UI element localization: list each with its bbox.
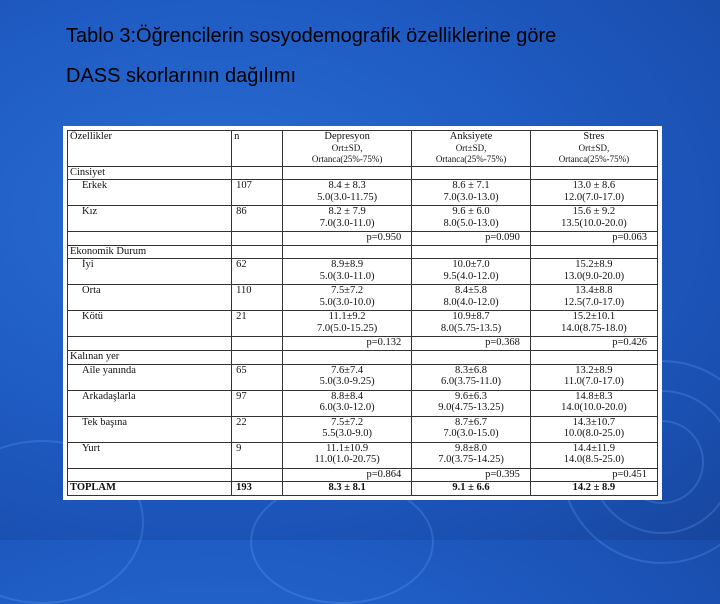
row-n: 110 bbox=[232, 285, 283, 311]
header-depression-label: Depresyon bbox=[324, 131, 370, 142]
row-n: 22 bbox=[232, 416, 283, 442]
empty-cell bbox=[412, 166, 531, 180]
cell-mean: 8.4±5.8 bbox=[455, 285, 488, 297]
row-n: 65 bbox=[232, 364, 283, 390]
total-n: 193 bbox=[232, 482, 283, 496]
row-label: Erkek bbox=[68, 180, 232, 206]
slide-title-line-2: DASS skorlarının dağılımı bbox=[66, 65, 297, 87]
cell-stress bbox=[530, 390, 657, 416]
cell-anxiety bbox=[412, 206, 531, 232]
cell-mean: 15.2±10.1 bbox=[572, 311, 616, 323]
cell-mean: 8.8±8.4 bbox=[331, 390, 364, 402]
cell-median: 9.0(4.75-13.25) bbox=[438, 402, 504, 414]
header-sub-median: Ortanca(25%-75%) bbox=[435, 154, 507, 164]
table-row bbox=[68, 364, 658, 390]
p-value-row bbox=[68, 337, 658, 351]
cell-mean: 14.4±11.9 bbox=[572, 442, 615, 454]
empty-cell bbox=[232, 166, 283, 180]
empty-cell bbox=[232, 337, 283, 351]
cell-anxiety bbox=[412, 390, 531, 416]
header-features: Özellikler bbox=[68, 131, 232, 167]
cell-median: 8.0(5.75-13.5) bbox=[440, 322, 502, 334]
cell-stress bbox=[530, 364, 657, 390]
p-value-anxiety: p=0.090 bbox=[412, 232, 531, 246]
cell-anxiety bbox=[412, 259, 531, 285]
empty-cell bbox=[530, 166, 657, 180]
cell-mean: 11.1±9.2 bbox=[328, 311, 366, 323]
row-label: Kız bbox=[68, 206, 232, 232]
cell-mean: 10.9±8.7 bbox=[452, 311, 490, 323]
empty-cell bbox=[283, 245, 412, 259]
cell-mean: 7.5±7.2 bbox=[331, 416, 364, 428]
cell-mean: 8.6 ± 7.1 bbox=[452, 180, 490, 192]
empty-cell bbox=[68, 468, 232, 482]
cell-median: 12.5(7.0-17.0) bbox=[563, 296, 625, 308]
cell-median: 7.0(3.0-11.0) bbox=[319, 217, 375, 229]
cell-median: 13.5(10.0-20.0) bbox=[561, 217, 627, 229]
cell-depression bbox=[283, 311, 412, 337]
empty-cell bbox=[232, 232, 283, 246]
cell-mean: 15.2±8.9 bbox=[575, 259, 613, 271]
total-anxiety: 9.1 ± 6.6 bbox=[412, 482, 531, 496]
p-value-stress: p=0.063 bbox=[530, 232, 657, 246]
cell-anxiety bbox=[412, 180, 531, 206]
p-value-anxiety: p=0.395 bbox=[412, 468, 531, 482]
cell-median: 14.0(10.0-20.0) bbox=[561, 402, 627, 414]
cell-median: 5.0(3.0-11.0) bbox=[319, 270, 375, 282]
cell-mean: 10.0±7.0 bbox=[452, 259, 490, 271]
row-n: 97 bbox=[232, 390, 283, 416]
slide-title-line-1: Tablo 3:Öğrencilerin sosyodemografik özelliklerine göre bbox=[66, 25, 557, 47]
table-row bbox=[68, 390, 658, 416]
empty-cell bbox=[530, 350, 657, 364]
empty-cell bbox=[232, 350, 283, 364]
cell-anxiety bbox=[412, 364, 531, 390]
empty-cell bbox=[232, 468, 283, 482]
cell-mean: 7.6±7.4 bbox=[331, 364, 364, 376]
row-n: 86 bbox=[232, 206, 283, 232]
cell-mean: 8.9±8.9 bbox=[331, 259, 364, 271]
cell-mean: 8.4 ± 8.3 bbox=[328, 180, 366, 192]
cell-depression bbox=[283, 442, 412, 468]
row-label: Aile yanında bbox=[68, 364, 232, 390]
group-label: Ekonomik Durum bbox=[68, 245, 232, 259]
group-header-row bbox=[68, 350, 658, 364]
cell-median: 11.0(1.0-20.75) bbox=[314, 454, 380, 466]
cell-mean: 15.6 ± 9.2 bbox=[572, 206, 616, 218]
dass-table bbox=[67, 130, 658, 496]
cell-median: 5.0(3.0-11.75) bbox=[317, 191, 378, 203]
cell-mean: 7.5±7.2 bbox=[331, 285, 364, 297]
cell-median: 7.0(5.0-15.25) bbox=[316, 322, 378, 334]
empty-cell bbox=[412, 350, 531, 364]
cell-median: 13.0(9.0-20.0) bbox=[563, 270, 625, 282]
slide-title bbox=[66, 16, 706, 96]
cell-median: 10.0(8.0-25.0) bbox=[563, 428, 625, 440]
cell-stress bbox=[530, 206, 657, 232]
cell-mean: 8.3±6.8 bbox=[455, 364, 488, 376]
table-row bbox=[68, 416, 658, 442]
p-value-depression: p=0.132 bbox=[283, 337, 412, 351]
row-label: Kötü bbox=[68, 311, 232, 337]
dass-table-container bbox=[63, 126, 662, 500]
header-sub-mean: Ort±SD, bbox=[331, 142, 363, 153]
cell-mean: 8.2 ± 7.9 bbox=[328, 206, 366, 218]
cell-median: 5.0(3.0-10.0) bbox=[319, 296, 375, 308]
empty-cell bbox=[283, 166, 412, 180]
table-row bbox=[68, 259, 658, 285]
cell-anxiety bbox=[412, 285, 531, 311]
cell-anxiety bbox=[412, 416, 531, 442]
header-stress bbox=[530, 131, 657, 167]
cell-depression bbox=[283, 285, 412, 311]
cell-median: 9.5(4.0-12.0) bbox=[443, 270, 499, 282]
cell-median: 14.0(8.75-18.0) bbox=[561, 322, 627, 334]
header-stress-label: Stres bbox=[583, 131, 605, 142]
empty-cell bbox=[530, 245, 657, 259]
cell-stress bbox=[530, 442, 657, 468]
p-value-stress: p=0.451 bbox=[530, 468, 657, 482]
cell-median: 11.0(7.0-17.0) bbox=[563, 376, 624, 388]
header-sub-mean: Ort±SD, bbox=[578, 142, 610, 153]
table-header-row bbox=[68, 131, 658, 167]
cell-median: 14.0(8.5-25.0) bbox=[563, 454, 625, 466]
empty-cell bbox=[68, 337, 232, 351]
cell-mean: 9.8±8.0 bbox=[455, 442, 488, 454]
cell-mean: 14.8±8.3 bbox=[575, 390, 613, 402]
total-label: TOPLAM bbox=[68, 482, 232, 496]
empty-cell bbox=[68, 232, 232, 246]
total-depression: 8.3 ± 8.1 bbox=[283, 482, 412, 496]
cell-stress bbox=[530, 259, 657, 285]
cell-median: 5.5(3.0-9.0) bbox=[322, 428, 373, 440]
empty-cell bbox=[283, 350, 412, 364]
header-depression bbox=[283, 131, 412, 167]
cell-mean: 14.3±10.7 bbox=[572, 416, 616, 428]
cell-median: 5.0(3.0-9.25) bbox=[319, 376, 375, 388]
cell-median: 8.0(5.0-13.0) bbox=[443, 217, 499, 229]
table-row bbox=[68, 206, 658, 232]
cell-mean: 9.6 ± 6.0 bbox=[452, 206, 490, 218]
empty-cell bbox=[232, 245, 283, 259]
cell-depression bbox=[283, 364, 412, 390]
row-label: Arkadaşlarla bbox=[68, 390, 232, 416]
cell-mean: 9.6±6.3 bbox=[455, 390, 488, 402]
header-anxiety bbox=[412, 131, 531, 167]
header-n: n bbox=[232, 131, 283, 167]
cell-anxiety bbox=[412, 311, 531, 337]
row-label: Yurt bbox=[68, 442, 232, 468]
row-label: Orta bbox=[68, 285, 232, 311]
cell-median: 8.0(4.0-12.0) bbox=[443, 296, 499, 308]
group-header-row bbox=[68, 166, 658, 180]
p-value-row bbox=[68, 232, 658, 246]
cell-median: 7.0(3.0-15.0) bbox=[443, 428, 499, 440]
cell-depression bbox=[283, 416, 412, 442]
table-row bbox=[68, 285, 658, 311]
header-sub-mean: Ort±SD, bbox=[455, 142, 487, 153]
cell-depression bbox=[283, 390, 412, 416]
cell-stress bbox=[530, 285, 657, 311]
cell-anxiety bbox=[412, 442, 531, 468]
cell-median: 7.0(3.0-13.0) bbox=[443, 191, 499, 203]
total-stress: 14.2 ± 8.9 bbox=[530, 482, 657, 496]
cell-depression bbox=[283, 259, 412, 285]
p-value-stress: p=0.426 bbox=[530, 337, 657, 351]
table-row bbox=[68, 180, 658, 206]
cell-mean: 13.2±8.9 bbox=[575, 364, 613, 376]
cell-median: 7.0(3.75-14.25) bbox=[438, 454, 504, 466]
group-label: Cinsiyet bbox=[68, 166, 232, 180]
cell-stress bbox=[530, 311, 657, 337]
table-row bbox=[68, 311, 658, 337]
cell-depression bbox=[283, 180, 412, 206]
empty-cell bbox=[412, 245, 531, 259]
cell-median: 12.0(7.0-17.0) bbox=[563, 191, 625, 203]
header-sub-median: Ortanca(25%-75%) bbox=[558, 154, 630, 164]
header-anxiety-label: Anksiyete bbox=[449, 131, 493, 142]
header-sub-median: Ortanca(25%-75%) bbox=[311, 154, 383, 164]
table-row bbox=[68, 442, 658, 468]
row-label: İyi bbox=[68, 259, 232, 285]
row-n: 9 bbox=[232, 442, 283, 468]
row-n: 107 bbox=[232, 180, 283, 206]
group-label: Kalınan yer bbox=[68, 350, 232, 364]
p-value-row bbox=[68, 468, 658, 482]
p-value-anxiety: p=0.368 bbox=[412, 337, 531, 351]
cell-mean: 8.7±6.7 bbox=[455, 416, 488, 428]
cell-mean: 11.1±10.9 bbox=[326, 442, 369, 454]
row-n: 21 bbox=[232, 311, 283, 337]
row-label: Tek başına bbox=[68, 416, 232, 442]
cell-mean: 13.0 ± 8.6 bbox=[572, 180, 616, 192]
cell-median: 6.0(3.0-12.0) bbox=[319, 402, 375, 414]
row-n: 62 bbox=[232, 259, 283, 285]
cell-stress bbox=[530, 180, 657, 206]
cell-stress bbox=[530, 416, 657, 442]
cell-mean: 13.4±8.8 bbox=[575, 285, 613, 297]
p-value-depression: p=0.950 bbox=[283, 232, 412, 246]
p-value-depression: p=0.864 bbox=[283, 468, 412, 482]
cell-median: 6.0(3.75-11.0) bbox=[441, 376, 502, 388]
group-header-row bbox=[68, 245, 658, 259]
cell-depression bbox=[283, 206, 412, 232]
total-row bbox=[68, 482, 658, 496]
